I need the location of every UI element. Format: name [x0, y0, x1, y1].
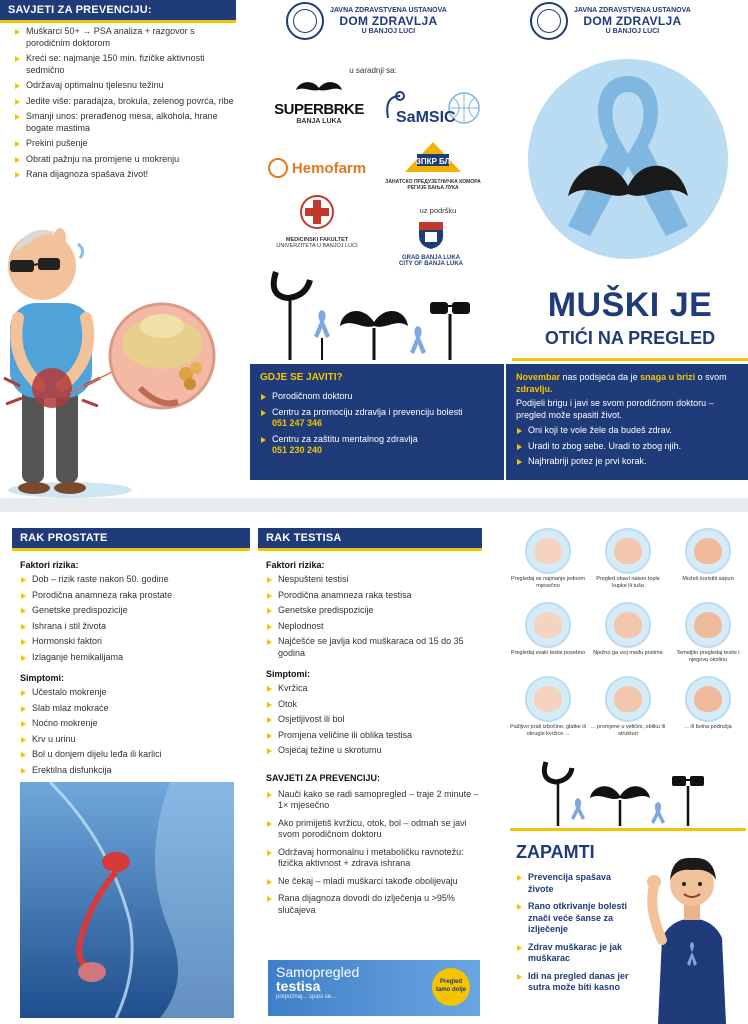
list-item: Ne čekaj – mladi muškarci takođe obolijevaju [266, 876, 484, 888]
list-item: Erektilna disfunkcija [20, 765, 246, 777]
banner-title: Samopregled [276, 964, 360, 980]
exam-step-label: ... promjene u veličini, obliku ili strukturi [590, 724, 666, 737]
mustache-icon [294, 80, 344, 96]
banner-tagline: prepoznaj... spasi se... [276, 994, 337, 1000]
november-intro: Novembar nas podsjeća da je snaga u brizi o svom zdravlju. [516, 372, 727, 394]
exam-step-label: Možeš koristiti sapun [682, 576, 734, 582]
exam-step-icon [685, 528, 731, 574]
exam-step [590, 528, 666, 600]
exam-step-label: ... ili bolna područja [684, 724, 732, 730]
risk-title: Faktori rizika: [20, 560, 79, 570]
ribbon-mustache-illustration [516, 56, 740, 262]
stethoscope-globe-icon [380, 88, 480, 128]
campaign-subtitle: OTIĆI NA PREGLED [544, 328, 716, 348]
exam-step-icon [605, 602, 651, 648]
remember-list [516, 872, 634, 1000]
old-man-illustration [0, 208, 236, 498]
exam-step-icon [525, 676, 571, 722]
hemofarm-icon [268, 158, 288, 178]
institution-seal-icon [286, 2, 324, 40]
phone-number: 051 230 240 [272, 445, 323, 455]
list-item: Jedite više: paradajza, brokula, zelenog povrća, ribe [14, 96, 236, 108]
list-item: Otok [266, 699, 484, 711]
list-item: Učestalo mokrenje [20, 687, 246, 699]
list-item: Zdrav muškarac je jak muškarac [516, 942, 634, 965]
risk-title: Faktori rizika: [266, 560, 325, 570]
svg-text:SaMSIC: SaMSIC [396, 109, 456, 126]
photo-props-illustration [254, 262, 494, 362]
testis-content [266, 554, 484, 922]
exam-step [670, 676, 746, 748]
brochure-inside [0, 512, 748, 1024]
list-item: Noćno mokrenje [20, 718, 246, 730]
remember-title: ZAPAMTI [516, 842, 595, 862]
exam-step-icon [525, 602, 571, 648]
list-item: Bol u donjem dijelu leđa ili karlici [20, 749, 246, 761]
testis-header: RAK TESTISA [258, 528, 482, 548]
list-item: Smanji unos: prerađenog mesa, alkohola, hrane bogate mastima [14, 111, 236, 134]
photo-props-illustration-2 [536, 756, 736, 826]
list-item: Muškarci 50+ → PSA analiza + razgovor s porodičnim doktorom [14, 26, 236, 49]
exam-step-label: Temeljito pregledaj testis i njegovu okolinu [676, 650, 740, 663]
testis-symptom-list [266, 683, 484, 757]
banner-badge: Pregled tamo dolje [432, 968, 470, 1006]
exam-step-icon [525, 528, 571, 574]
list-item: Prevencija spašava živote [516, 872, 634, 895]
exam-step [590, 602, 666, 674]
divider [510, 828, 746, 831]
list-item: Obrati pažnju na promjene u mokrenju [14, 154, 236, 166]
prostate-header: RAK PROSTATE [12, 528, 250, 548]
list-item: Centru za promociju zdravlja i prevenciju bolesti 051 247 346 [260, 407, 494, 430]
exam-step [510, 602, 586, 674]
list-item: Porodičnom doktoru [260, 391, 494, 403]
list-item: Kvržica [266, 683, 484, 695]
exam-step [670, 528, 746, 600]
exam-step [510, 676, 586, 748]
zpkr-logo: ЗПКР БЛ ЗАНАТСКО ПРЕДУЗЕТНИЧКА КОМОРА РЕГИЈЕ БАЊА ЛУКА [378, 140, 488, 191]
testis-risk-list [266, 574, 484, 659]
anatomy-illustration [20, 782, 234, 1018]
list-item: Nauči kako se radi samopregled – traje 2 minute – 1× mjesečno [266, 789, 484, 812]
list-item: Ako primijetiš kvržicu, otok, bol – odmah se javi svom porodičnom doktoru [266, 818, 484, 841]
svg-text:ЗПКР БЛ: ЗПКР БЛ [415, 157, 451, 166]
exam-step-icon [605, 676, 651, 722]
exam-step-icon [685, 676, 731, 722]
banner-subtitle: testisa [276, 978, 321, 994]
where-to-go-box [250, 364, 504, 480]
institution-name: DOM ZDRAVLJA [339, 14, 438, 28]
list-item: Osjetljivost ili bol [266, 714, 484, 726]
list-item: Najhrabriji potez je prvi korak. [516, 456, 738, 468]
campaign-title: MUŠKI JE [547, 286, 713, 324]
divider [512, 358, 748, 361]
list-item: Izlaganje hemikalijama [20, 652, 246, 664]
self-exam-steps [510, 528, 746, 752]
list-item: Genetske predispozicije [20, 605, 246, 617]
list-item: Dob – rizik raste nakon 50. godine [20, 574, 246, 586]
list-item: Porodična anamneza raka prostate [20, 590, 246, 602]
list-item: Rana dijagnoza dovodi do izlječenja u >95% slučajeva [266, 893, 484, 916]
brochure-outside [0, 0, 748, 498]
institution-city: U BANJOJ LUCI [361, 28, 416, 35]
young-man-illustration [640, 848, 744, 1024]
hemofarm-logo: Hemofarm [262, 158, 372, 178]
exam-step [510, 528, 586, 600]
motivation-list [516, 425, 738, 468]
samsic-logo [378, 88, 482, 133]
list-item: Ishrana i stil života [20, 621, 246, 633]
exam-step-label: Nježno ga uvij među prstima [593, 650, 663, 656]
chamber-triangle-icon [403, 140, 463, 174]
symptom-title: Simptomi: [266, 669, 310, 679]
exam-step-icon [685, 602, 731, 648]
where-header: GDJE SE JAVITI? [260, 372, 343, 383]
list-item: Krv u urinu [20, 734, 246, 746]
support-label: uz podršku [419, 206, 457, 215]
exam-step-icon [605, 528, 651, 574]
superbrke-logo: SUPERBRKE BANJA LUKA [272, 80, 366, 125]
list-item: Slab mlaz mokraće [20, 703, 246, 715]
prostate-content [20, 554, 246, 780]
institution-logo-right: JAVNA ZDRAVSTVENA USTANOVA DOM ZDRAVLJA U BANJOJ LUCI [530, 2, 691, 40]
exam-step-label: Pregledaj svaki testis posebno [510, 650, 586, 656]
list-item: Oni koji te vole žele da budeš zdrav. [516, 425, 738, 437]
november-box [506, 364, 748, 480]
list-item: Osjećaj težine u skrotumu [266, 745, 484, 757]
institution-line1: JAVNA ZDRAVSTVENA USTANOVA [330, 7, 447, 14]
prostate-risk-list [20, 574, 246, 663]
list-item: Kreći se: najmanje 150 min. fizičke aktivnosti sedmično [14, 53, 236, 76]
list-item: Neplodnost [266, 621, 484, 633]
institution-logo [286, 2, 447, 40]
institution-seal-icon [530, 2, 568, 40]
list-item: Najčešće se javlja kod muškaraca od 15 do 35 godina [266, 636, 484, 659]
medfak-logo: MEDICINSKI FAKULTET UNIVERZITETA U BANJOJ LUCI [262, 192, 372, 249]
list-item: Centru za zaštitu mentalnog zdravlja 051 230 240 [260, 434, 494, 457]
exam-step [670, 602, 746, 674]
testis-prevention-list [266, 789, 484, 917]
city-logo: GRAD BANJA LUKA CITY OF BANJA LUKA [384, 220, 478, 267]
prostate-symptom-list [20, 687, 246, 776]
list-item: Prekini pušenje [14, 138, 236, 150]
prevention-title: SAVJETI ZA PREVENCIJU: [266, 772, 381, 783]
list-item: Genetske predispozicije [266, 605, 484, 617]
exam-step-label: Pregled obavi nakon tople kupke ili tuša [596, 576, 660, 589]
exam-step [590, 676, 666, 748]
list-item: Promjena veličine ili oblika testisa [266, 730, 484, 742]
list-item: Održavaj hormonalnu i metaboličku ravnotežu: fizička aktivnost + zdrava ishrana [266, 847, 484, 870]
medical-faculty-emblem-icon [299, 192, 335, 232]
self-exam-banner [268, 960, 480, 1016]
prevention-header: SAVJETI ZA PREVENCIJU: [0, 0, 236, 20]
list-item: Porodična anamneza raka testisa [266, 590, 484, 602]
phone-number: 051 247 346 [272, 418, 323, 428]
list-item: Održavaj optimalnu tjelesnu težinu [14, 80, 236, 92]
exam-step-label: Pregledaj se najmanje jednom mjesečno [511, 576, 585, 589]
prevention-list [14, 26, 236, 185]
list-item: Hormonski faktori [20, 636, 246, 648]
list-item: Idi na pregled danas jer sutra može biti kasno [516, 971, 634, 994]
list-item: Nespušteni testisi [266, 574, 484, 586]
where-list [260, 391, 494, 457]
list-item: Uradi to zbog sebe. Uradi to zbog njih. [516, 441, 738, 453]
exam-step-label: Pažljivo prati izbočine, glatke ili okrugle kvržice ... [510, 724, 586, 737]
city-coat-of-arms-icon [417, 220, 445, 250]
partners-intro: u saradnji sa: [349, 66, 397, 75]
share-text: Podijeli brigu i javi se svom porodičnom doktoru – pregled može spasiti život. [516, 398, 714, 420]
list-item: Rana dijagnoza spašava život! [14, 169, 236, 181]
list-item: Rano otkrivanje bolesti znači veće šanse za izlječenje [516, 901, 634, 936]
symptom-title: Simptomi: [20, 673, 64, 683]
